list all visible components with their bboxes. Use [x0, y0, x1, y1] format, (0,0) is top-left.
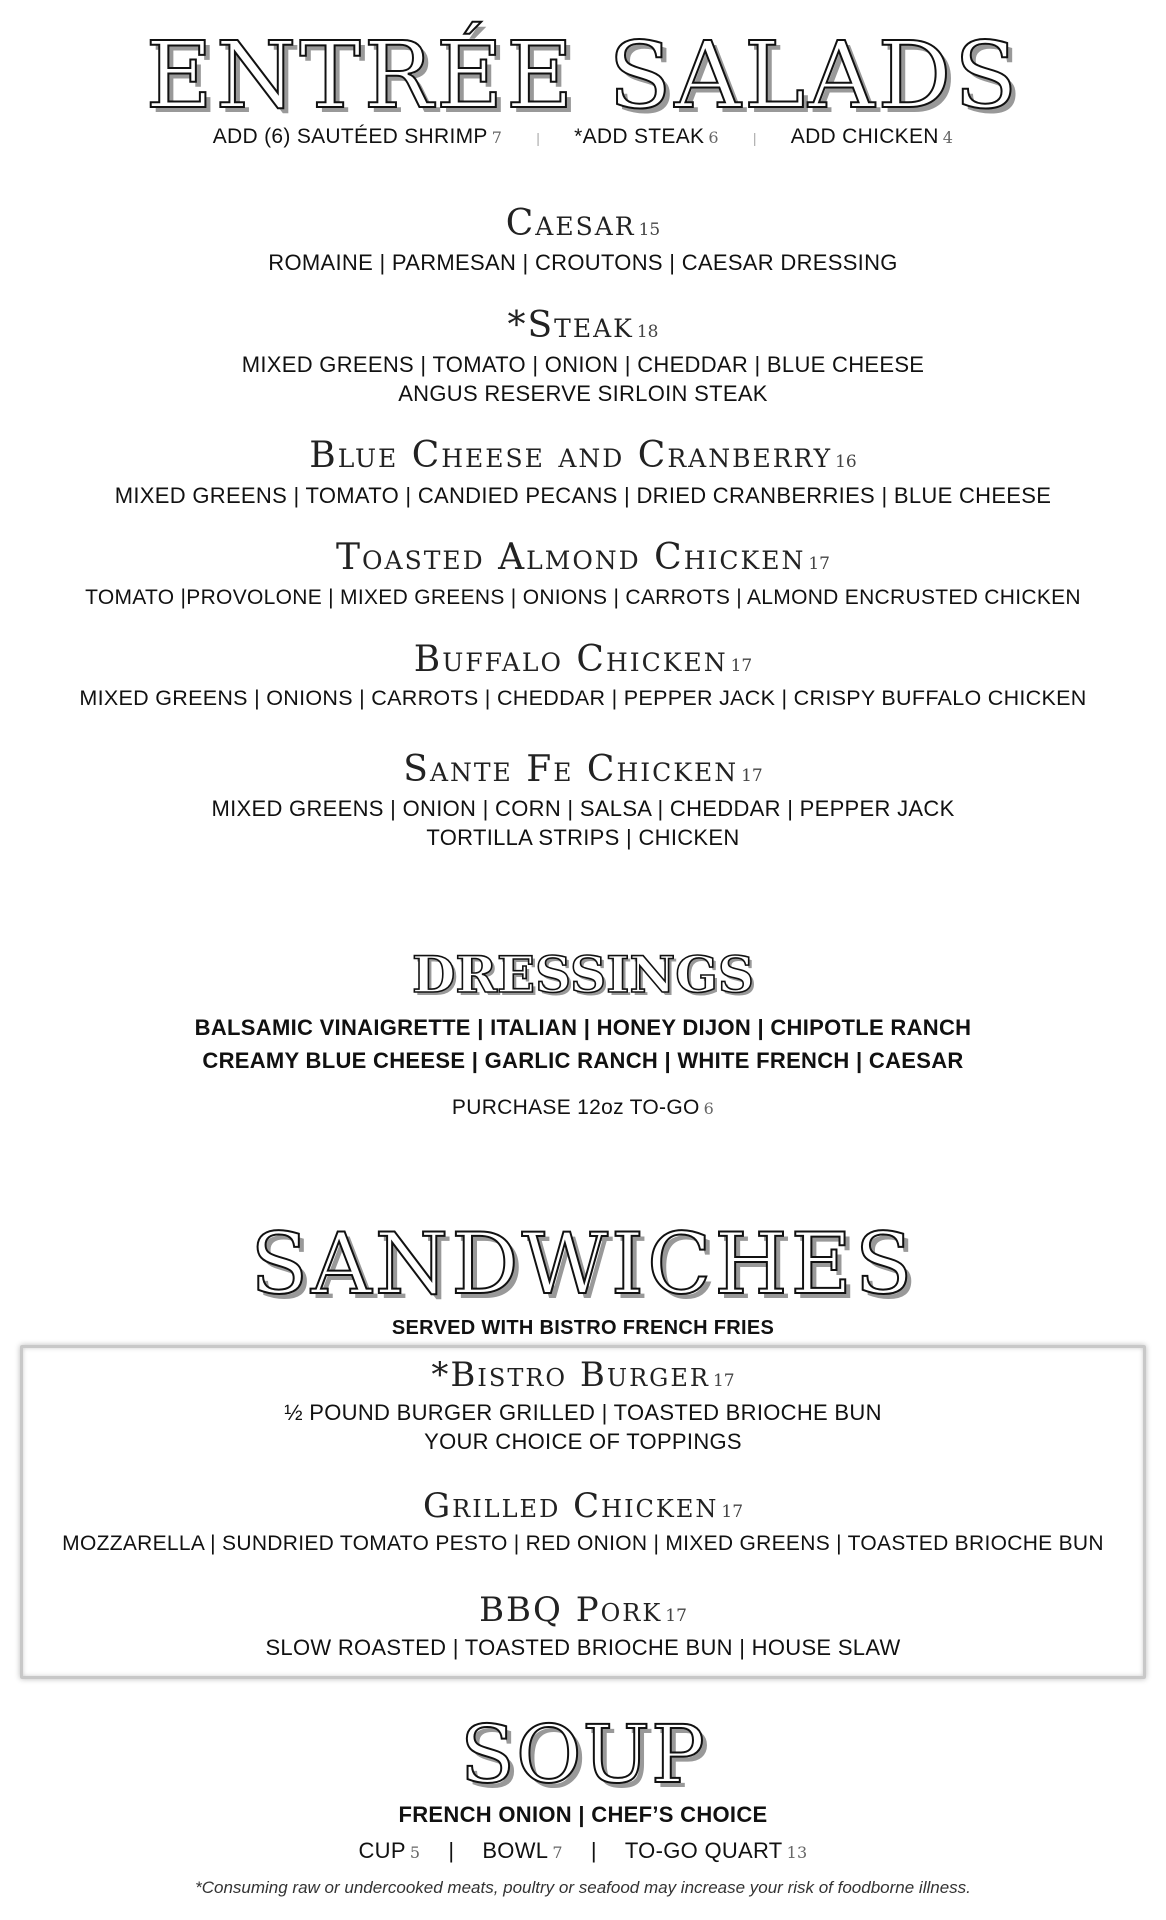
soup-bowl-price: 7 [552, 1843, 563, 1862]
item-name-text: Sante Fe Chicken [403, 749, 739, 790]
purchase-price: 6 [703, 1099, 715, 1118]
item-price: 16 [835, 452, 857, 472]
addon-shrimp-price: 7 [491, 128, 503, 147]
dressings-purchase [0, 1093, 1166, 1123]
item-price: 17 [665, 1606, 687, 1626]
sandwich-grilled-chicken-name [0, 1486, 1166, 1526]
salad-buffalo-chicken-name [0, 639, 1166, 680]
item-price: 17 [741, 766, 763, 786]
sandwich-bbq-pork-name [0, 1590, 1166, 1630]
addon-steak-price: 6 [708, 128, 719, 147]
item-price: 17 [721, 1502, 744, 1522]
item-name-text: Blue Cheese and Cranberry [309, 435, 833, 476]
soup-subtitle: FRENCH ONION | CHEF’S CHOICE [398, 1802, 768, 1827]
sandwich-bistro-burger-desc-2: YOUR CHOICE OF TOPPINGS [424, 1429, 742, 1454]
foodborne-disclaimer: *Consuming raw or undercooked meats, poultry or seafood may increase your risk of foodborne illness. [195, 1878, 971, 1897]
soup-sizes [0, 1836, 1166, 1867]
item-name-text: *Bistro Burger [431, 1355, 710, 1395]
salad-sante-fe-desc-2: TORTILLA STRIPS | CHICKEN [426, 825, 740, 850]
item-price: 17 [808, 554, 830, 574]
item-price: 18 [636, 322, 659, 342]
item-price: 15 [638, 220, 661, 240]
soup-quart-price: 13 [786, 1843, 808, 1862]
soup-title: SOUP [460, 1708, 706, 1801]
salad-almond-chicken-desc: TOMATO |PROVOLONE | MIXED GREENS | ONIONS | CARROTS | ALMOND ENCRUSTED CHICKEN [85, 586, 1081, 609]
salad-sante-fe-name [0, 749, 1166, 790]
item-price: 17 [712, 1371, 735, 1391]
sandwich-bistro-burger-name [0, 1355, 1166, 1395]
salad-caesar-desc: ROMAINE | PARMESAN | CROUTONS | CAESAR DRESSING [268, 250, 898, 275]
item-name-text: *Steak [507, 305, 634, 346]
item-name-text: Buffalo Chicken [413, 639, 728, 680]
item-name-text: Grilled Chicken [422, 1486, 719, 1526]
dressings-title: DRESSINGS [411, 945, 755, 1004]
addon-separator: | [752, 130, 757, 146]
soup-bowl-label: BOWL [482, 1838, 549, 1863]
sandwich-grilled-chicken-desc: MOZZARELLA | SUNDRIED TOMATO PESTO | RED ONION | MIXED GREENS | TOASTED BRIOCHE BUN [62, 1532, 1104, 1555]
addon-separator: | [536, 130, 541, 146]
item-name-text: Toasted Almond Chicken [336, 537, 806, 578]
dressings-line-2: CREAMY BLUE CHEESE | GARLIC RANCH | WHITE FRENCH | CAESAR [202, 1048, 964, 1073]
item-name-text: Caesar [505, 203, 636, 244]
soup-separator: | [448, 1838, 455, 1863]
sandwiches-title: SANDWICHES [250, 1215, 916, 1313]
soup-quart-label: TO-GO QUART [624, 1838, 783, 1863]
salad-steak-name [0, 305, 1166, 346]
salad-addons [0, 122, 1166, 153]
item-price: 17 [730, 656, 753, 676]
salad-almond-chicken-name [0, 537, 1166, 578]
soup-cup-label: CUP [358, 1838, 406, 1863]
addon-steak-label: *ADD STEAK [574, 125, 705, 148]
salad-buffalo-chicken-desc: MIXED GREENS | ONIONS | CARROTS | CHEDDAR | PEPPER JACK | CRISPY BUFFALO CHICKEN [79, 686, 1087, 710]
salad-steak-desc-1: MIXED GREENS | TOMATO | ONION | CHEDDAR | BLUE CHEESE [241, 352, 925, 377]
addon-shrimp-label: ADD (6) SAUTÉED SHRIMP [212, 125, 488, 148]
salad-blue-cheese-desc: MIXED GREENS | TOMATO | CANDIED PECANS | DRIED CRANBERRIES | BLUE CHEESE [114, 483, 1052, 508]
item-name-text: BBQ Pork [479, 1590, 663, 1630]
sandwich-bistro-burger-desc-1: ½ POUND BURGER GRILLED | TOASTED BRIOCHE BUN [284, 1400, 882, 1425]
salad-caesar-name [0, 203, 1166, 244]
soup-cup-price: 5 [409, 1843, 421, 1862]
sandwich-bbq-pork-desc: SLOW ROASTED | TOASTED BRIOCHE BUN | HOUSE SLAW [265, 1635, 901, 1660]
salad-steak-desc-2: ANGUS RESERVE SIRLOIN STEAK [398, 381, 768, 406]
addon-chicken-label: ADD CHICKEN [790, 125, 939, 148]
addon-chicken-price: 4 [942, 128, 954, 147]
entree-salads-title: ENTRÉE SALADS [145, 22, 1021, 129]
dressings-line-1: BALSAMIC VINAIGRETTE | ITALIAN | HONEY DIJON | CHIPOTLE RANCH [194, 1015, 972, 1040]
salad-sante-fe-desc-1: MIXED GREENS | ONION | CORN | SALSA | CHEDDAR | PEPPER JACK [211, 796, 955, 821]
purchase-label: PURCHASE 12oz TO-GO [451, 1096, 700, 1119]
salad-blue-cheese-name [0, 435, 1166, 476]
soup-separator: | [590, 1838, 597, 1863]
sandwiches-subtitle: SERVED WITH BISTRO FRENCH FRIES [391, 1317, 775, 1339]
